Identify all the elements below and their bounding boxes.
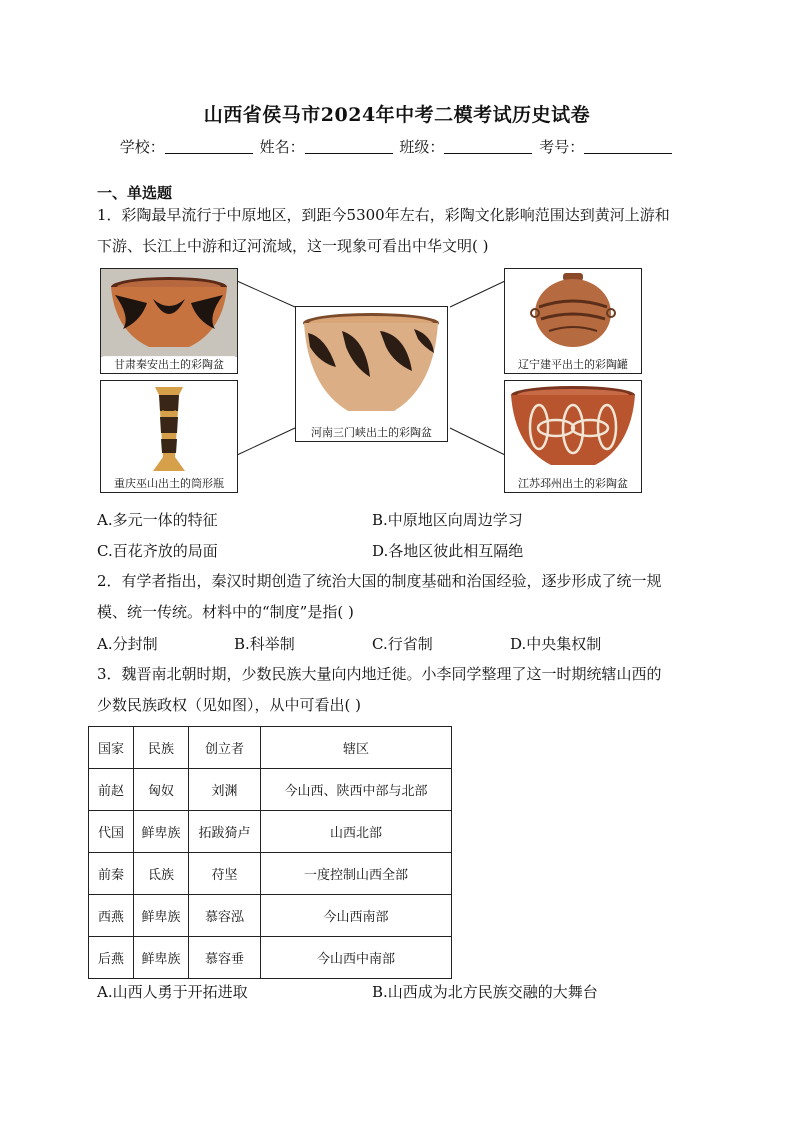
table-cell: 拓跋猗卢 <box>189 811 261 853</box>
table-row <box>89 937 452 979</box>
table-cell: 代国 <box>89 811 134 853</box>
pottery-panel-liaoning <box>504 268 642 374</box>
pottery-panel-jiangsu <box>504 380 642 493</box>
chongqing-vase-image <box>101 381 237 475</box>
table-cell: 前秦 <box>89 853 134 895</box>
question-3 <box>97 659 701 721</box>
caption-henan: 河南三门峡出土的彩陶盆 <box>298 424 445 440</box>
table-header-cell: 创立者 <box>189 727 261 769</box>
q3-option-b[interactable]: B.山西成为北方民族交融的大舞台 <box>372 983 598 1001</box>
table-cell: 慕容泓 <box>189 895 261 937</box>
table-cell: 山西北部 <box>261 811 452 853</box>
henan-basin-image <box>296 307 447 425</box>
table-cell: 一度控制山西全部 <box>261 853 452 895</box>
table-cell: 西燕 <box>89 895 134 937</box>
q1-option-b[interactable]: B.中原地区向周边学习 <box>372 511 523 529</box>
table-row <box>89 769 452 811</box>
question-1 <box>97 200 701 262</box>
school-label: 学校： <box>119 138 165 156</box>
class-label: 班级： <box>399 138 445 156</box>
section-heading: 一、单选题 <box>97 184 173 202</box>
table-cell: 今山西南部 <box>261 895 452 937</box>
table-cell: 苻坚 <box>189 853 261 895</box>
table-cell: 前赵 <box>89 769 134 811</box>
table-row <box>89 853 452 895</box>
table-row <box>89 811 452 853</box>
liaoning-jar-image <box>505 269 641 357</box>
q1-option-d[interactable]: D.各地区彼此相互隔绝 <box>372 542 524 560</box>
q3-line1: 3．魏晋南北朝时期，少数民族大量向内地迁徙。小李同学整理了这一时期统辖山西的 <box>97 665 662 683</box>
caption-gansu: 甘肃秦安出土的彩陶盆 <box>103 356 235 372</box>
school-blank[interactable] <box>165 139 253 154</box>
q3-option-a[interactable]: A.山西人勇于开拓进取 <box>97 983 248 1001</box>
table-header-row <box>89 727 452 769</box>
regime-table <box>88 726 452 979</box>
class-blank[interactable] <box>444 139 532 154</box>
table-cell: 鲜卑族 <box>134 937 189 979</box>
q2-option-a[interactable]: A.分封制 <box>97 635 158 653</box>
table-cell: 鲜卑族 <box>134 895 189 937</box>
q2-line1: 2．有学者指出，秦汉时期创造了统治大国的制度基础和治国经验，逐步形成了统一规 <box>97 572 662 590</box>
q1-option-c[interactable]: C.百花齐放的局面 <box>97 542 218 560</box>
table-cell: 后燕 <box>89 937 134 979</box>
table-cell: 匈奴 <box>134 769 189 811</box>
exam-title: 山西省侯马市2024年中考二模考试历史试卷 <box>203 104 591 126</box>
table-cell: 今山西、陕西中部与北部 <box>261 769 452 811</box>
name-blank[interactable] <box>305 139 393 154</box>
table-row <box>89 895 452 937</box>
q1-line1: 1．彩陶最早流行于中原地区，到距今5300年左右，彩陶文化影响范围达到黄河上游和 <box>97 206 670 224</box>
jiangsu-basin-image <box>505 381 641 475</box>
table-header-cell: 民族 <box>134 727 189 769</box>
caption-chongqing: 重庆巫山出土的筒形瓶 <box>103 475 235 491</box>
q2-option-b[interactable]: B.科举制 <box>234 635 295 653</box>
table-header-cell: 国家 <box>89 727 134 769</box>
q2-line2: 模、统一传统。材料中的“制度”是指( ) <box>97 603 354 621</box>
table-cell: 刘渊 <box>189 769 261 811</box>
name-label: 姓名： <box>259 138 305 156</box>
gansu-basin-image <box>101 269 237 357</box>
pottery-panel-gansu <box>100 268 238 374</box>
table-cell: 今山西中南部 <box>261 937 452 979</box>
caption-jiangsu: 江苏邳州出土的彩陶盆 <box>507 475 639 491</box>
q2-option-d[interactable]: D.中央集权制 <box>510 635 602 653</box>
table-cell: 氐族 <box>134 853 189 895</box>
number-blank[interactable] <box>584 139 672 154</box>
q1-option-a[interactable]: A.多元一体的特征 <box>97 511 218 529</box>
pottery-panel-chongqing <box>100 380 238 493</box>
number-label: 考号： <box>539 138 585 156</box>
table-cell: 鲜卑族 <box>134 811 189 853</box>
student-info-line <box>0 136 794 157</box>
q2-option-c[interactable]: C.行省制 <box>372 635 433 653</box>
question-2 <box>97 566 701 628</box>
q1-line2: 下游、长江上中游和辽河流域，这一现象可看出中华文明( ) <box>97 237 489 255</box>
table-header-cell: 辖区 <box>261 727 452 769</box>
table-cell: 慕容垂 <box>189 937 261 979</box>
caption-liaoning: 辽宁建平出土的彩陶罐 <box>507 356 639 372</box>
pottery-panel-henan <box>295 306 448 442</box>
q3-line2: 少数民族政权（见如图），从中可看出( ) <box>97 696 361 714</box>
